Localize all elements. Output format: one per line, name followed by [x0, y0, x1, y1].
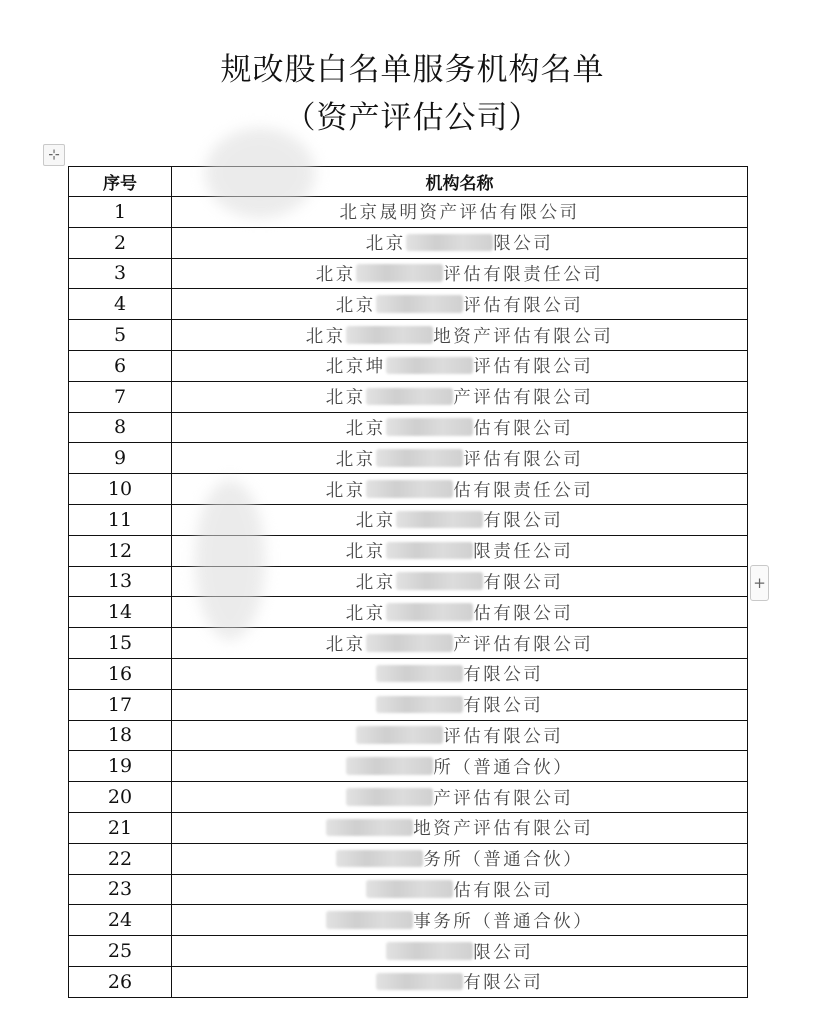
name-visible-prefix: 北京: [325, 388, 366, 409]
redaction-blur: [376, 295, 464, 313]
row-number: 6: [69, 350, 172, 381]
row-number: 25: [69, 936, 172, 967]
table-row: [69, 381, 748, 412]
organization-name: [172, 443, 748, 474]
name-visible-suffix: 所（普通合伙）: [433, 757, 574, 778]
organization-name: [172, 289, 748, 320]
name-visible-suffix: 评估有限责任公司: [443, 264, 604, 285]
row-number: 3: [69, 258, 172, 289]
name-visible-prefix: 北京: [335, 449, 376, 470]
table-row: [69, 258, 748, 289]
name-visible-suffix: 有限公司: [483, 511, 564, 532]
organization-name: [172, 843, 748, 874]
name-visible-suffix: 评估有限公司: [443, 726, 564, 747]
name-visible-prefix: 北京: [355, 511, 396, 532]
name-visible-suffix: 限公司: [493, 234, 554, 255]
name-visible-suffix: 估有限公司: [473, 418, 574, 439]
name-visible-prefix: 北京: [315, 264, 356, 285]
redaction-blur: [386, 357, 474, 375]
name-visible-prefix: 北京晟明资产评估有限公司: [339, 203, 580, 224]
name-visible-suffix: 产评估有限公司: [453, 634, 594, 655]
organization-name: [172, 936, 748, 967]
scan-smear: [195, 480, 265, 640]
table-row: [69, 689, 748, 720]
name-visible-prefix: 北京: [335, 295, 376, 316]
name-visible-suffix: 评估有限公司: [463, 449, 584, 470]
table-row: [69, 966, 748, 997]
name-visible-suffix: 有限公司: [463, 696, 544, 717]
name-visible-suffix: 限公司: [473, 942, 534, 963]
organization-name: [172, 720, 748, 751]
redaction-blur: [366, 880, 454, 898]
organization-name: [172, 689, 748, 720]
scan-smear: [205, 128, 315, 218]
organization-name: [172, 381, 748, 412]
row-number: 7: [69, 381, 172, 412]
row-number: 23: [69, 874, 172, 905]
redaction-blur: [326, 819, 414, 837]
organization-name: [172, 751, 748, 782]
row-number: 24: [69, 905, 172, 936]
redaction-blur: [366, 388, 454, 406]
document-title: 规改股白名单服务机构名单: [220, 52, 605, 88]
redaction-blur: [396, 572, 484, 590]
row-number: 8: [69, 412, 172, 443]
name-visible-suffix: 地资产评估有限公司: [413, 819, 594, 840]
organization-table: [68, 166, 748, 998]
row-number: 13: [69, 566, 172, 597]
table-row: [69, 227, 748, 258]
redaction-blur: [386, 942, 474, 960]
row-number: 9: [69, 443, 172, 474]
redaction-blur: [406, 234, 494, 252]
table-row: [69, 320, 748, 351]
name-visible-prefix: 北京: [345, 603, 386, 624]
name-visible-suffix: 有限公司: [463, 665, 544, 686]
redaction-blur: [376, 973, 464, 991]
redaction-blur: [356, 264, 444, 282]
redaction-blur: [386, 418, 474, 436]
row-number: 16: [69, 658, 172, 689]
organization-name: [172, 812, 748, 843]
redaction-blur: [396, 511, 484, 529]
row-number: 4: [69, 289, 172, 320]
name-visible-suffix: 地资产评估有限公司: [433, 326, 614, 347]
organization-name: [172, 874, 748, 905]
table-row: [69, 289, 748, 320]
name-visible-suffix: 限责任公司: [473, 542, 574, 563]
row-number: 11: [69, 504, 172, 535]
table-row: [69, 751, 748, 782]
organization-name: [172, 350, 748, 381]
name-visible-prefix: 北京: [355, 572, 396, 593]
organization-name: [172, 320, 748, 351]
table-header-row: [69, 167, 748, 197]
table-row: [69, 843, 748, 874]
organization-name: [172, 258, 748, 289]
table-move-handle-icon[interactable]: ⊹: [43, 144, 65, 166]
redaction-blur: [366, 634, 454, 652]
row-number: 21: [69, 812, 172, 843]
table-row: [69, 566, 748, 597]
organization-name: [172, 474, 748, 505]
name-visible-prefix: 北京: [365, 234, 406, 255]
redaction-blur: [346, 326, 434, 344]
name-visible-suffix: 务所（普通合伙）: [423, 850, 584, 871]
name-visible-prefix: 北京: [345, 418, 386, 439]
name-visible-suffix: 估有限公司: [453, 880, 554, 901]
redaction-blur: [326, 911, 414, 929]
table-row: [69, 197, 748, 228]
name-visible-suffix: 评估有限公司: [463, 295, 584, 316]
header-serial-number: 序号: [69, 167, 172, 197]
table-row: [69, 812, 748, 843]
redaction-blur: [376, 449, 464, 467]
row-number: 20: [69, 782, 172, 813]
table-row: [69, 504, 748, 535]
redaction-blur: [386, 603, 474, 621]
name-visible-prefix: 北京: [305, 326, 346, 347]
table-row: [69, 535, 748, 566]
table-row: [69, 443, 748, 474]
row-number: 5: [69, 320, 172, 351]
organization-name: [172, 905, 748, 936]
name-visible-suffix: 估有限责任公司: [453, 480, 594, 501]
redaction-blur: [376, 665, 464, 683]
redaction-blur: [336, 850, 424, 868]
name-visible-suffix: 产评估有限公司: [433, 788, 574, 809]
name-visible-suffix: 事务所（普通合伙）: [413, 911, 594, 932]
name-visible-prefix: 北京: [345, 542, 386, 563]
organization-name: [172, 628, 748, 659]
name-visible-prefix: 北京: [325, 480, 366, 501]
header-organization-name: 机构名称: [172, 167, 748, 197]
name-visible-suffix: 估有限公司: [473, 603, 574, 624]
table-row: [69, 597, 748, 628]
table-row: [69, 658, 748, 689]
row-number: 14: [69, 597, 172, 628]
table-row: [69, 350, 748, 381]
redaction-blur: [346, 788, 434, 806]
name-visible-suffix: 产评估有限公司: [453, 388, 594, 409]
document-subtitle: （资产评估公司）: [284, 100, 541, 136]
organization-name: [172, 782, 748, 813]
redaction-blur: [386, 542, 474, 560]
name-visible-suffix: 评估有限公司: [473, 357, 594, 378]
row-number: 19: [69, 751, 172, 782]
name-visible-suffix: 有限公司: [463, 973, 544, 994]
row-number: 12: [69, 535, 172, 566]
row-number: 1: [69, 197, 172, 228]
row-number: 10: [69, 474, 172, 505]
name-visible-prefix: 北京坤: [325, 357, 386, 378]
redaction-blur: [356, 726, 444, 744]
row-number: 17: [69, 689, 172, 720]
name-visible-prefix: 北京: [325, 634, 366, 655]
redaction-blur: [376, 696, 464, 714]
row-number: 22: [69, 843, 172, 874]
redaction-blur: [346, 757, 434, 775]
table-row: [69, 936, 748, 967]
table-row: [69, 782, 748, 813]
table-row: [69, 905, 748, 936]
table-row: [69, 874, 748, 905]
table-row: [69, 720, 748, 751]
add-row-icon[interactable]: +: [750, 565, 769, 601]
row-number: 18: [69, 720, 172, 751]
redaction-blur: [366, 480, 454, 498]
row-number: 26: [69, 966, 172, 997]
table-row: [69, 412, 748, 443]
organization-name: [172, 227, 748, 258]
organization-name: [172, 412, 748, 443]
name-visible-suffix: 有限公司: [483, 572, 564, 593]
table-row: [69, 628, 748, 659]
table-row: [69, 474, 748, 505]
organization-name: [172, 966, 748, 997]
row-number: 15: [69, 628, 172, 659]
row-number: 2: [69, 227, 172, 258]
organization-name: [172, 658, 748, 689]
